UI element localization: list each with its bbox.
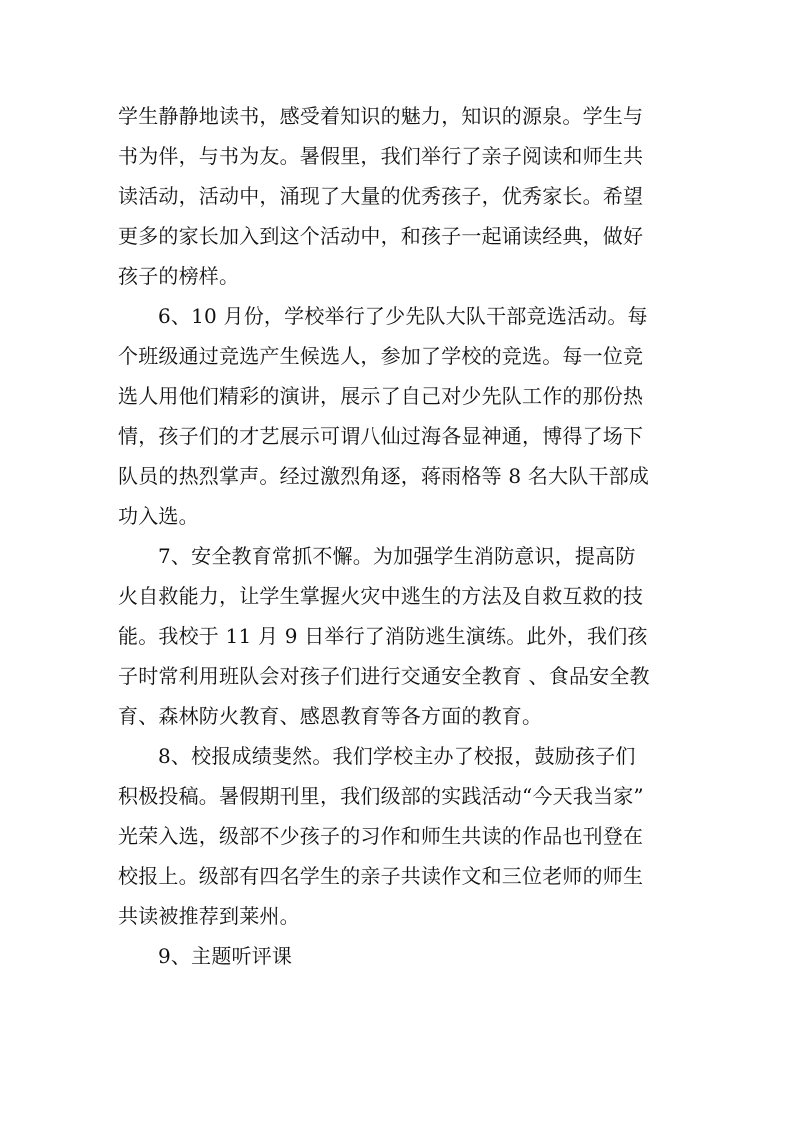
text-line: 学生静静地读书，感受着知识的魅力，知识的源泉。学生与	[118, 104, 644, 128]
text-line: 积极投稿。暑假期刊里，我们级部的实践活动“今天我当家”	[118, 784, 644, 808]
text-line: 情，孩子们的才艺展示可谓八仙过海各显神通，博得了场下	[118, 424, 644, 448]
document-body	[118, 96, 678, 976]
text-line: 火自救能力，让学生掌握火灾中逃生的方法及自救互救的技	[118, 584, 644, 608]
text-line: 队员的热烈掌声。经过激烈角逐，蒋雨格等 8 名大队干部成	[118, 464, 650, 488]
text-line: 功入选。	[118, 504, 199, 528]
paragraph-start-line: 7、安全教育常抓不懈。为加强学生消防意识，提高防	[158, 544, 636, 568]
text-line: 子时常利用班队会对孩子们进行交通安全教育 、食品安全教	[118, 664, 650, 688]
text-line: 共读被推荐到莱州。	[118, 904, 300, 928]
section-heading-line: 9、主题听评课	[158, 944, 293, 968]
text-line: 孩子的榜样。	[118, 264, 240, 288]
text-line: 读活动，活动中，涌现了大量的优秀孩子，优秀家长。希望	[118, 184, 644, 208]
text-line: 书为伴，与书为友。暑假里，我们举行了亲子阅读和师生共	[118, 144, 644, 168]
paragraph-start-line: 8、校报成绩斐然。我们学校主办了校报，鼓励孩子们	[158, 744, 636, 768]
text-line: 选人用他们精彩的演讲，展示了自己对少先队工作的那份热	[118, 384, 644, 408]
text-line: 更多的家长加入到这个活动中，和孩子一起诵读经典，做好	[118, 224, 644, 248]
text-line: 光荣入选，级部不少孩子的习作和师生共读的作品也刊登在	[118, 824, 644, 848]
text-line: 个班级通过竞选产生候选人，参加了学校的竞选。每一位竞	[118, 344, 644, 368]
paragraph-start-line: 6、10 月份，学校举行了少先队大队干部竞选活动。每	[158, 304, 648, 328]
text-line: 能。我校于 11 月 9 日举行了消防逃生演练。此外，我们孩	[118, 624, 648, 648]
text-line: 育、森林防火教育、感恩教育等各方面的教育。	[118, 704, 543, 728]
text-line: 校报上。级部有四名学生的亲子共读作文和三位老师的师生	[118, 864, 644, 888]
